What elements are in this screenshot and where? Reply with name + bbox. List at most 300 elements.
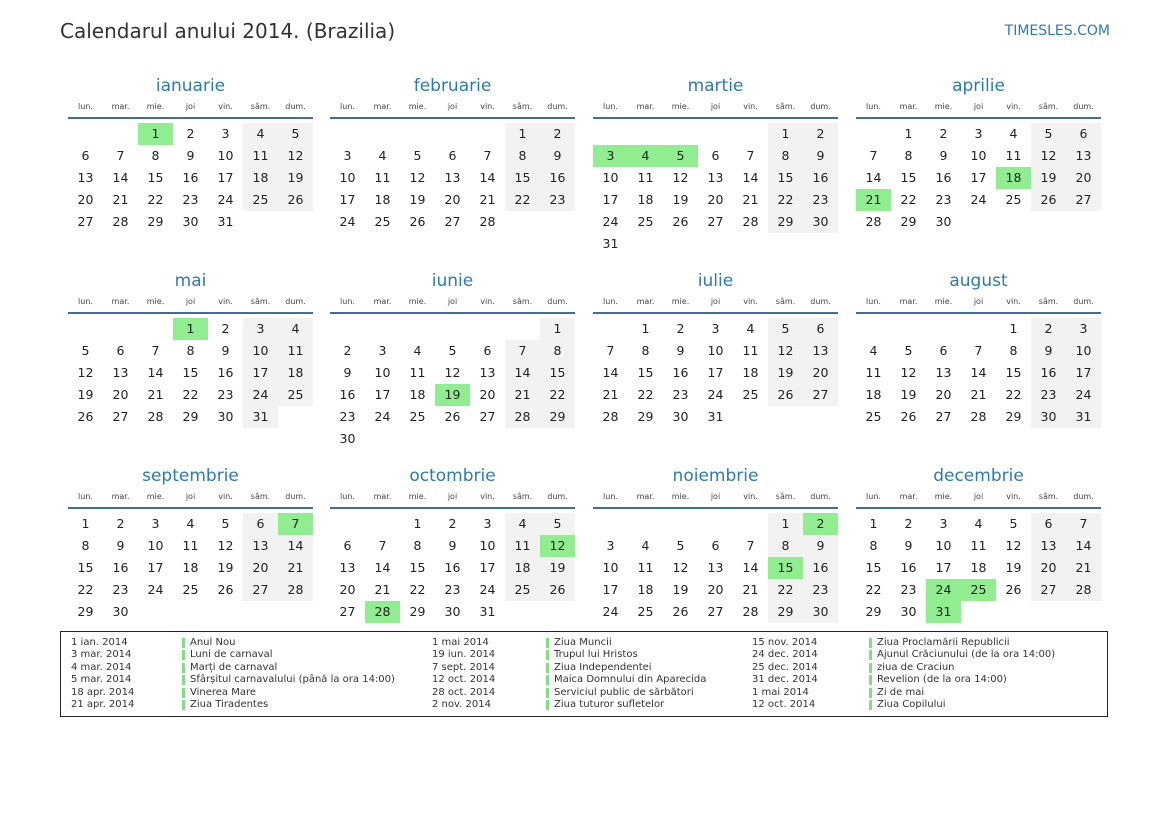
day-cell: 9 xyxy=(676,343,685,358)
day-cell: 1 xyxy=(641,321,650,336)
day-cell: 22 xyxy=(77,582,94,597)
day-cell: 21 xyxy=(742,582,759,597)
day-cell: 26 xyxy=(672,604,689,619)
holiday-name: Revelion (de la ora 14:00) xyxy=(877,674,1007,686)
day-cell: 9 xyxy=(343,365,352,380)
weekday-label: dum. xyxy=(810,297,831,306)
weekday-label: joi xyxy=(710,102,721,111)
day-cell: 25 xyxy=(182,582,199,597)
day-cell: 21 xyxy=(1066,557,1101,579)
day-cell: 19 xyxy=(1005,560,1022,575)
holiday-name: Ziua Tiradentes xyxy=(190,699,269,710)
month-divider xyxy=(856,507,1101,509)
holiday-date: 18 apr. 2014 xyxy=(71,686,135,698)
weekday-label: mie. xyxy=(934,102,953,111)
day-cell: 26 xyxy=(672,214,689,229)
day-cell: 2 xyxy=(221,321,230,336)
day-cell: 22 xyxy=(900,192,917,207)
day-cell: 10 xyxy=(243,340,278,362)
day-cell: 3 xyxy=(151,516,160,531)
day-cell: 7 xyxy=(505,340,540,362)
day-cell: 5 xyxy=(768,318,803,340)
day-cell: 24 xyxy=(217,192,234,207)
day-cell: 15 xyxy=(637,365,654,380)
day-cell: 26 xyxy=(768,384,803,406)
day-cell: 7 xyxy=(483,148,492,163)
day-cell: 24 xyxy=(926,579,961,601)
day-cell: 8 xyxy=(904,148,913,163)
weekday-label: dum. xyxy=(285,492,306,501)
weekday-label: sâm. xyxy=(1038,492,1059,501)
weekday-label: lun. xyxy=(78,297,93,306)
day-cell: 16 xyxy=(803,557,838,579)
day-cell: 6 xyxy=(243,513,278,535)
holiday-marker xyxy=(182,638,185,648)
day-cell: 5 xyxy=(278,123,313,145)
weekday-label: dum. xyxy=(1073,102,1094,111)
day-cell: 1 xyxy=(413,516,422,531)
day-cell: 10 xyxy=(602,560,619,575)
day-cell: 5 xyxy=(448,343,457,358)
weekday-label: sâm. xyxy=(250,297,271,306)
holiday-marker xyxy=(546,638,549,648)
day-cell: 29 xyxy=(768,211,803,233)
day-cell: 23 xyxy=(672,387,689,402)
day-cell: 27 xyxy=(707,604,724,619)
weekday-label: lun. xyxy=(603,492,618,501)
day-cell: 20 xyxy=(243,557,278,579)
day-cell: 4 xyxy=(243,123,278,145)
holiday-name: ziua de Craciun xyxy=(877,661,955,673)
day-cell: 23 xyxy=(444,582,461,597)
day-cell: 27 xyxy=(1031,579,1066,601)
day-cell: 17 xyxy=(374,387,391,402)
day-cell: 3 xyxy=(939,516,948,531)
weekday-label: lun. xyxy=(866,102,881,111)
weekday-label: vin. xyxy=(743,102,758,111)
day-cell: 12 xyxy=(217,538,234,553)
day-cell: 12 xyxy=(409,170,426,185)
day-cell: 27 xyxy=(77,214,94,229)
weekday-label: mie. xyxy=(934,297,953,306)
holiday-name: Ajunul Crăciunului (de la ora 14:00) xyxy=(877,649,1056,661)
weekday-label: mie. xyxy=(934,492,953,501)
weekday-label: mie. xyxy=(146,102,165,111)
day-cell: 19 xyxy=(768,362,803,384)
day-cell: 17 xyxy=(602,582,619,597)
day-cell: 29 xyxy=(77,604,94,619)
day-cell: 23 xyxy=(803,189,838,211)
day-cell: 13 xyxy=(707,170,724,185)
day-cell: 15 xyxy=(865,560,882,575)
day-cell: 18 xyxy=(243,167,278,189)
day-cell: 31 xyxy=(602,236,619,251)
day-cell: 9 xyxy=(939,148,948,163)
day-cell: 11 xyxy=(865,365,882,380)
weekday-label: mar. xyxy=(899,102,918,111)
day-cell: 5 xyxy=(904,343,913,358)
day-cell: 9 xyxy=(803,535,838,557)
day-cell: 1 xyxy=(768,513,803,535)
day-cell: 28 xyxy=(742,214,759,229)
day-cell: 1 xyxy=(81,516,90,531)
day-cell: 30 xyxy=(217,409,234,424)
weekday-label: mar. xyxy=(636,102,655,111)
weekday-label: joi xyxy=(185,102,196,111)
day-cell: 30 xyxy=(672,409,689,424)
weekday-label: joi xyxy=(973,297,984,306)
day-cell: 24 xyxy=(374,409,391,424)
day-cell: 16 xyxy=(803,167,838,189)
weekday-label: dum. xyxy=(1073,492,1094,501)
day-cell: 8 xyxy=(505,145,540,167)
holiday-date: 21 apr. 2014 xyxy=(71,699,135,710)
holiday-marker xyxy=(546,688,549,698)
day-cell: 28 xyxy=(505,406,540,428)
day-cell: 6 xyxy=(81,148,90,163)
weekday-label: dum. xyxy=(285,297,306,306)
weekday-label: vin. xyxy=(480,102,495,111)
day-cell: 10 xyxy=(479,538,496,553)
weekday-label: vin. xyxy=(218,102,233,111)
day-cell: 14 xyxy=(374,560,391,575)
day-cell: 1 xyxy=(869,516,878,531)
day-cell: 24 xyxy=(339,214,356,229)
day-cell: 11 xyxy=(182,538,199,553)
day-cell: 24 xyxy=(479,582,496,597)
month-name: martie xyxy=(687,76,744,96)
holiday-name: Vinerea Mare xyxy=(190,686,257,698)
holiday-marker xyxy=(182,675,185,685)
day-cell: 29 xyxy=(540,406,575,428)
day-cell: 20 xyxy=(339,582,356,597)
holiday-marker xyxy=(182,650,185,660)
holiday-date: 1 ian. 2014 xyxy=(71,637,128,648)
day-cell: 4 xyxy=(869,343,878,358)
day-cell: 8 xyxy=(540,340,575,362)
month-name: ianuarie xyxy=(155,76,226,96)
day-cell: 20 xyxy=(707,192,724,207)
day-cell: 5 xyxy=(81,343,90,358)
day-cell: 21 xyxy=(278,557,313,579)
day-cell: 25 xyxy=(409,409,426,424)
day-cell: 17 xyxy=(602,192,619,207)
holiday-marker xyxy=(182,663,185,673)
month-divider xyxy=(68,507,313,509)
day-cell: 15 xyxy=(1005,365,1022,380)
day-cell: 13 xyxy=(935,365,952,380)
holiday-marker xyxy=(182,688,185,698)
weekday-label: vin. xyxy=(480,492,495,501)
day-cell: 13 xyxy=(243,535,278,557)
holiday-date: 28 oct. 2014 xyxy=(432,686,496,698)
weekday-label: dum. xyxy=(547,297,568,306)
month-divider xyxy=(330,117,575,119)
day-cell: 15 xyxy=(505,167,540,189)
day-cell: 14 xyxy=(112,170,129,185)
day-cell: 21 xyxy=(856,189,891,211)
day-cell: 24 xyxy=(602,214,619,229)
holiday-marker xyxy=(182,700,185,710)
day-cell: 14 xyxy=(147,365,164,380)
month-divider xyxy=(68,312,313,314)
weekday-label: mar. xyxy=(373,297,392,306)
holiday-date: 31 dec. 2014 xyxy=(752,674,818,686)
day-cell: 2 xyxy=(803,513,838,535)
day-cell: 5 xyxy=(221,516,230,531)
day-cell: 21 xyxy=(147,387,164,402)
day-cell: 16 xyxy=(672,365,689,380)
day-cell: 19 xyxy=(435,384,470,406)
month-name: februarie xyxy=(413,76,492,96)
day-cell: 12 xyxy=(768,340,803,362)
weekday-label: dum. xyxy=(1073,297,1094,306)
day-cell: 11 xyxy=(505,535,540,557)
day-cell: 31 xyxy=(1066,406,1101,428)
day-cell: 15 xyxy=(77,560,94,575)
day-cell: 16 xyxy=(339,387,356,402)
day-cell: 16 xyxy=(444,560,461,575)
day-cell: 14 xyxy=(278,535,313,557)
day-cell: 22 xyxy=(637,387,654,402)
day-cell: 28 xyxy=(278,579,313,601)
day-cell: 2 xyxy=(186,126,195,141)
day-cell: 20 xyxy=(803,362,838,384)
day-cell: 29 xyxy=(147,214,164,229)
day-cell: 11 xyxy=(637,170,654,185)
weekday-label: lun. xyxy=(603,297,618,306)
day-cell: 11 xyxy=(742,343,759,358)
weekday-label: dum. xyxy=(810,492,831,501)
day-cell: 13 xyxy=(339,560,356,575)
day-cell: 7 xyxy=(746,538,755,553)
day-cell: 4 xyxy=(746,321,755,336)
holiday-date: 25 dec. 2014 xyxy=(752,661,818,673)
day-cell: 7 xyxy=(151,343,160,358)
day-cell: 22 xyxy=(409,582,426,597)
weekday-label: dum. xyxy=(810,102,831,111)
day-cell: 4 xyxy=(278,318,313,340)
month-name: noiembrie xyxy=(672,466,759,486)
day-cell: 16 xyxy=(1031,362,1066,384)
day-cell: 28 xyxy=(1066,579,1101,601)
weekday-label: mar. xyxy=(373,492,392,501)
weekday-label: lun. xyxy=(78,102,93,111)
day-cell: 20 xyxy=(707,582,724,597)
holiday-marker xyxy=(869,688,872,698)
day-cell: 5 xyxy=(540,513,575,535)
day-cell: 30 xyxy=(112,604,129,619)
holiday-date: 15 nov. 2014 xyxy=(752,637,818,648)
day-cell: 26 xyxy=(217,582,234,597)
day-cell: 14 xyxy=(479,170,496,185)
day-cell: 20 xyxy=(479,387,496,402)
day-cell: 29 xyxy=(865,604,882,619)
holiday-date: 24 dec. 2014 xyxy=(752,649,818,661)
day-cell: 10 xyxy=(1066,340,1101,362)
day-cell: 21 xyxy=(112,192,129,207)
day-cell: 7 xyxy=(746,148,755,163)
month-name: septembrie xyxy=(142,466,239,486)
day-cell: 9 xyxy=(221,343,230,358)
day-cell: 22 xyxy=(768,579,803,601)
day-cell: 17 xyxy=(147,560,164,575)
site-link[interactable]: TIMESLES.COM xyxy=(1004,23,1110,39)
day-cell: 6 xyxy=(803,318,838,340)
day-cell: 4 xyxy=(641,538,650,553)
day-cell: 17 xyxy=(243,362,278,384)
day-cell: 1 xyxy=(904,126,913,141)
day-cell: 10 xyxy=(339,170,356,185)
day-cell: 28 xyxy=(970,409,987,424)
day-cell: 18 xyxy=(637,192,654,207)
day-cell: 11 xyxy=(1005,148,1022,163)
day-cell: 1 xyxy=(768,123,803,145)
weekday-label: dum. xyxy=(285,102,306,111)
day-cell: 1 xyxy=(173,318,208,340)
page-title: Calendarul anului 2014. (Brazilia) xyxy=(60,19,396,43)
holiday-marker xyxy=(546,663,549,673)
day-cell: 5 xyxy=(1031,123,1066,145)
day-cell: 20 xyxy=(1031,557,1066,579)
month-divider xyxy=(68,117,313,119)
weekday-label: sâm. xyxy=(512,297,533,306)
month-divider xyxy=(856,117,1101,119)
holiday-name: Zi de mai xyxy=(877,686,925,698)
weekday-label: sâm. xyxy=(512,492,533,501)
day-cell: 30 xyxy=(803,211,838,233)
day-cell: 24 xyxy=(147,582,164,597)
day-cell: 27 xyxy=(707,214,724,229)
weekday-label: joi xyxy=(447,492,458,501)
day-cell: 6 xyxy=(483,343,492,358)
day-cell: 3 xyxy=(711,321,720,336)
day-cell: 17 xyxy=(970,170,987,185)
day-cell: 9 xyxy=(186,148,195,163)
day-cell: 24 xyxy=(602,604,619,619)
holiday-name: Trupul lui Hristos xyxy=(554,649,638,661)
day-cell: 28 xyxy=(147,409,164,424)
day-cell: 29 xyxy=(768,601,803,623)
weekday-label: lun. xyxy=(866,492,881,501)
day-cell: 11 xyxy=(409,365,426,380)
holiday-name: Maica Domnului din Aparecida xyxy=(554,674,707,686)
weekday-label: joi xyxy=(185,297,196,306)
weekday-label: mie. xyxy=(408,492,427,501)
weekday-label: vin. xyxy=(1006,102,1021,111)
weekday-label: sâm. xyxy=(1038,297,1059,306)
day-cell: 31 xyxy=(926,601,961,623)
day-cell: 21 xyxy=(505,384,540,406)
day-cell: 19 xyxy=(672,192,689,207)
holiday-date: 1 mai 2014 xyxy=(432,637,489,648)
day-cell: 28 xyxy=(602,409,619,424)
holiday-marker xyxy=(869,650,872,660)
day-cell: 9 xyxy=(540,145,575,167)
day-cell: 28 xyxy=(865,214,882,229)
weekday-label: dum. xyxy=(547,492,568,501)
day-cell: 25 xyxy=(865,409,882,424)
day-cell: 4 xyxy=(505,513,540,535)
day-cell: 18 xyxy=(970,560,987,575)
day-cell: 23 xyxy=(1031,384,1066,406)
day-cell: 11 xyxy=(637,560,654,575)
month-divider xyxy=(330,507,575,509)
day-cell: 12 xyxy=(672,560,689,575)
day-cell: 19 xyxy=(77,387,94,402)
day-cell: 31 xyxy=(479,604,496,619)
holiday-name: Ziua Muncii xyxy=(554,637,612,648)
day-cell: 9 xyxy=(116,538,125,553)
day-cell: 31 xyxy=(217,214,234,229)
weekday-label: mar. xyxy=(899,492,918,501)
day-cell: 12 xyxy=(672,170,689,185)
day-cell: 26 xyxy=(409,214,426,229)
day-cell: 29 xyxy=(900,214,917,229)
holiday-marker xyxy=(546,650,549,660)
weekday-label: joi xyxy=(447,102,458,111)
day-cell: 18 xyxy=(637,582,654,597)
day-cell: 7 xyxy=(378,538,387,553)
day-cell: 22 xyxy=(505,189,540,211)
holiday-date: 1 mai 2014 xyxy=(752,686,809,698)
day-cell: 3 xyxy=(243,318,278,340)
day-cell: 22 xyxy=(540,384,575,406)
day-cell: 23 xyxy=(339,409,356,424)
weekday-label: mie. xyxy=(671,102,690,111)
month-name: decembrie xyxy=(933,466,1024,486)
day-cell: 12 xyxy=(540,535,575,557)
holiday-marker xyxy=(869,675,872,685)
day-cell: 30 xyxy=(444,604,461,619)
day-cell: 13 xyxy=(803,340,838,362)
weekday-label: mie. xyxy=(671,297,690,306)
day-cell: 25 xyxy=(637,214,654,229)
day-cell: 16 xyxy=(935,170,952,185)
day-cell: 21 xyxy=(374,582,391,597)
month-name: octombrie xyxy=(409,466,496,486)
day-cell: 10 xyxy=(602,170,619,185)
weekday-label: joi xyxy=(710,297,721,306)
day-cell: 23 xyxy=(112,582,129,597)
holiday-marker xyxy=(869,638,872,648)
month-name: august xyxy=(949,271,1008,291)
day-cell: 5 xyxy=(676,538,685,553)
day-cell: 14 xyxy=(865,170,882,185)
day-cell: 3 xyxy=(221,126,230,141)
holiday-marker xyxy=(546,700,549,710)
day-cell: 16 xyxy=(112,560,129,575)
holiday-date: 5 mar. 2014 xyxy=(71,674,132,686)
day-cell: 10 xyxy=(374,365,391,380)
day-cell: 29 xyxy=(637,409,654,424)
weekday-label: lun. xyxy=(603,102,618,111)
day-cell: 25 xyxy=(505,579,540,601)
day-cell: 21 xyxy=(602,387,619,402)
day-cell: 8 xyxy=(641,343,650,358)
day-cell: 7 xyxy=(869,148,878,163)
day-cell: 26 xyxy=(278,189,313,211)
day-cell: 1 xyxy=(505,123,540,145)
weekday-label: mar. xyxy=(636,297,655,306)
day-cell: 20 xyxy=(444,192,461,207)
day-cell: 10 xyxy=(707,343,724,358)
day-cell: 7 xyxy=(278,513,313,535)
day-cell: 18 xyxy=(409,387,426,402)
day-cell: 7 xyxy=(974,343,983,358)
day-cell: 30 xyxy=(935,214,952,229)
day-cell: 4 xyxy=(974,516,983,531)
